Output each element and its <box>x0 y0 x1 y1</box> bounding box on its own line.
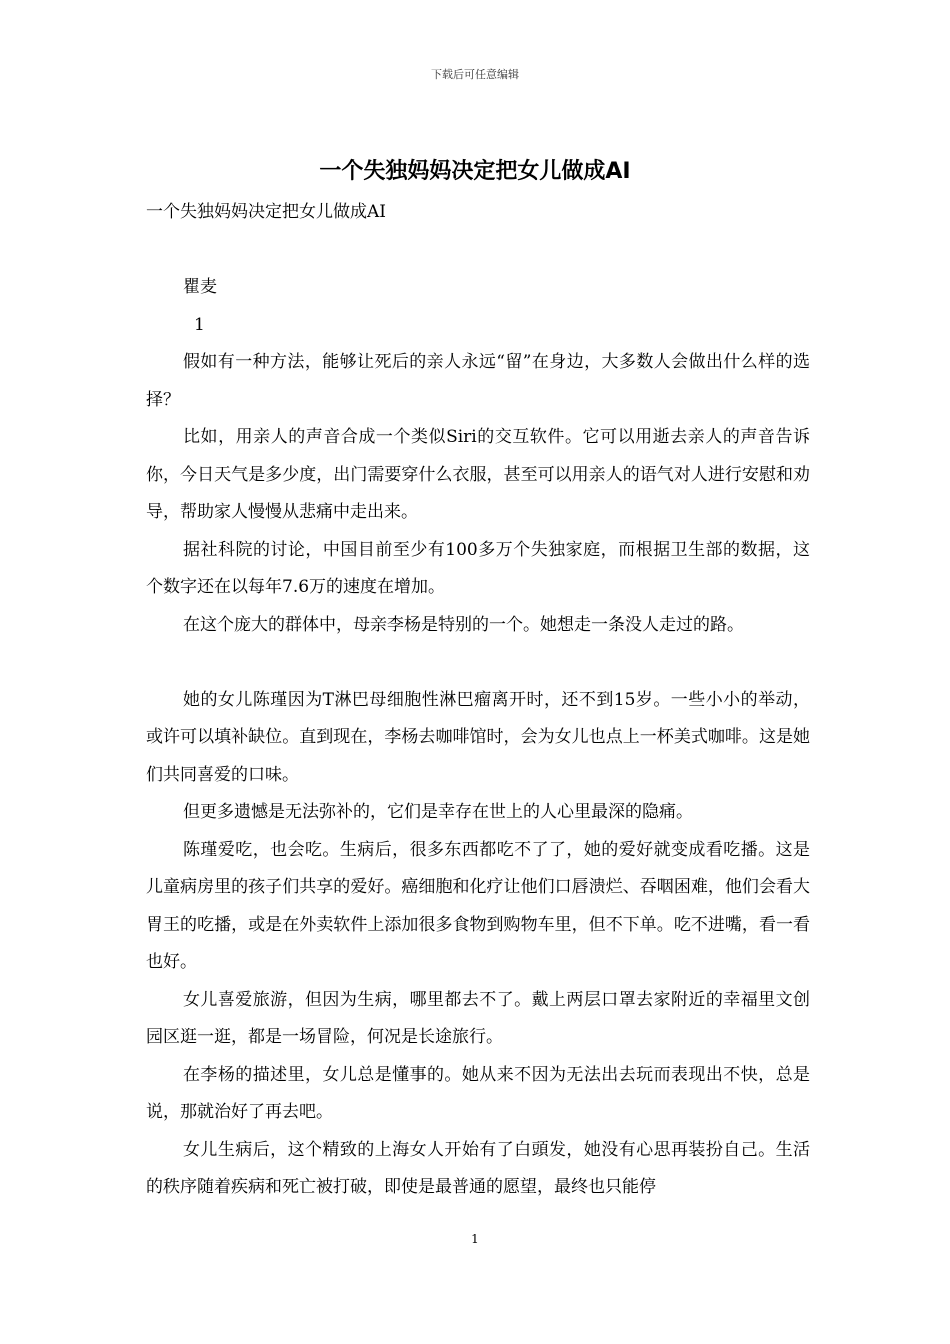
paragraph: 但更多遗憾是无法弥补的，它们是幸存在世上的人心里最深的隐痛。 <box>183 802 693 822</box>
page-number: 1 <box>471 1232 479 1246</box>
paragraph: 比如，用亲人的声音合成一个类似Siri的交互软件。它可以用逝去亲人的声音告诉你，今日天气是多少度，出门需要穿什么衣服，甚至可以用亲人的语气对人进行安慰和劝导，帮助家人慢慢从悲痛中走出来。 <box>146 427 810 522</box>
paragraph: 她的女儿陈瑾因为T淋巴母细胞性淋巴瘤离开时，还不到15岁。一些小小的举动，或许可以填补缺位。直到现在，李杨去咖啡馆时，会为女儿也点上一杯美式咖啡。这是她们共同喜爱的口味。 <box>146 689 810 785</box>
paragraph: 女儿喜爱旅游，但因为生病，哪里都去不了。戴上两层口罩去家附近的幸福里文创园区逛一逛，都是一场冒险，何况是长途旅行。 <box>146 989 810 1047</box>
paragraph: 在这个庞大的群体中，母亲李杨是特别的一个。她想走一条没人走过的路。 <box>183 614 744 635</box>
section-number: 1 <box>194 314 205 335</box>
author: 瞿麦 <box>183 277 217 297</box>
paragraph: 假如有一种方法，能够让死后的亲人永远“留”在身边，大多数人会做出什么样的选择？ <box>146 352 810 410</box>
paragraph: 陈瑾爱吃，也会吃。生病后，很多东西都吃不了了，她的爱好就变成看吃播。这是儿童病房里的孩子们共享的爱好。癌细胞和化疗让他们口唇溃烂、吞咽困难，他们会看大胃王的吃播，或是在外卖软件上添加很多食物到购物车里，但不下单。吃不进嘴，看一看也好。 <box>146 839 810 972</box>
paragraph: 女儿生病后，这个精致的上海女人开始有了白頭发，她没有心思再装扮自己。生活的秩序随着疾病和死亡被打破，即使是最普通的愿望，最终也只能停 <box>146 1139 810 1197</box>
blank-line <box>146 232 810 270</box>
subtitle: 一个失独妈妈决定把女儿做成AI <box>146 202 386 222</box>
blank-line <box>146 644 810 682</box>
paragraph: 在李杨的描述里，女儿总是懂事的。她从来不因为无法出去玩而表现出不快，总是说，那就治好了再去吧。 <box>146 1064 810 1122</box>
document-title: 一个失独妈妈决定把女儿做成AI <box>319 159 631 184</box>
paragraph: 据社科院的讨论，中国目前至少有100多万个失独家庭，而根据卫生部的数据，这个数字还在以每年7.6万的速度在增加。 <box>146 539 810 597</box>
header-note: 下载后可任意编辑 <box>431 68 519 81</box>
document-body <box>146 194 810 1207</box>
